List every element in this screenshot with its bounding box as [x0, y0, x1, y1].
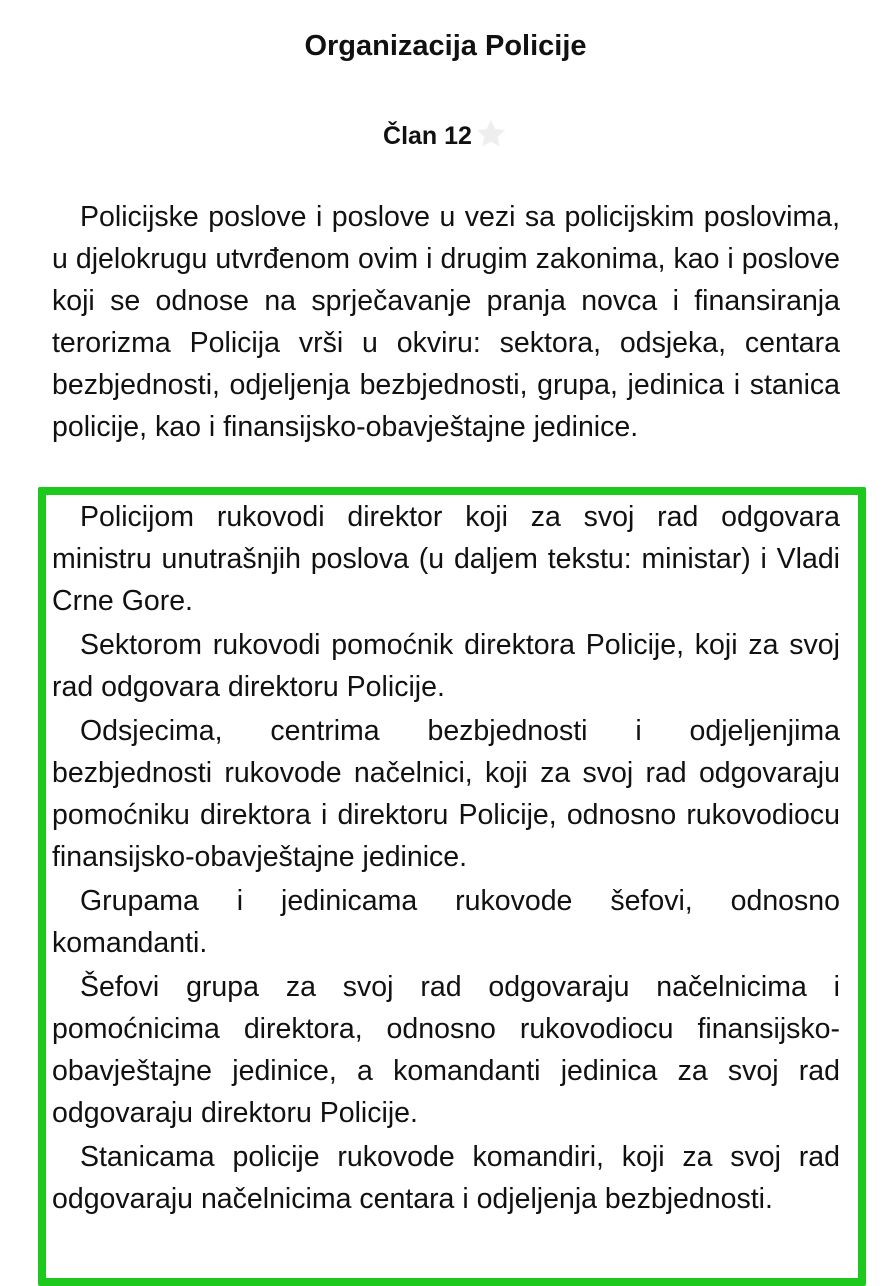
paragraph-group-chiefs: Šefovi grupa za svoj rad odgovaraju načelnicima i pomoćnicima direktora, odnosno rukovodiocu finansijsko-obavještajne jedinice, a komandanti jedinica za svoj rad odgovaraju direktoru Policije.: [52, 971, 840, 1129]
paragraph-director: Policijom rukovodi direktor koji za svoj rad odgovara ministru unutrašnjih poslova (u daljem tekstu: ministar) i Vladi Crne Gore.: [52, 501, 840, 617]
highlighted-section: [52, 496, 840, 1222]
intro-paragraph: Policijske poslove i poslove u vezi sa policijskim poslovima, u djelokrugu utvrđenom ovim i drugim zakonima, kao i poslove koji se odnose na sprječavanje pranja novca i finansiranja terorizma Policija vrši u okviru: sektora, odsjeka, centara bezbjednosti, odjeljenja bezbjednosti, grupa, jedinica i stanica policije, kao i finansijsko-obavještajne jedinice.: [52, 201, 840, 443]
star-icon[interactable]: [474, 117, 508, 151]
article-number: Član 12: [383, 122, 472, 150]
paragraph-groups: Grupama i jedinicama rukovode šefovi, odnosno komandanti.: [52, 885, 840, 959]
article-heading: [0, 116, 891, 156]
page-title: Organizacija Policije: [304, 30, 587, 62]
paragraph-sector: Sektorom rukovodi pomoćnik direktora Policije, koji za svoj rad odgovara direktoru Policije.: [52, 629, 840, 703]
paragraph-stations: Stanicama policije rukovode komandiri, koji za svoj rad odgovaraju načelnicima centara i odjeljenja bezbjednosti.: [52, 1141, 840, 1215]
paragraph-departments: Odsjecima, centrima bezbjednosti i odjeljenjima bezbjednosti rukovode načelnici, koji za svoj rad odgovaraju pomoćniku direktora i direktoru Policije, odnosno rukovodiocu finansijsko-obavještajne jedinice.: [52, 715, 840, 873]
